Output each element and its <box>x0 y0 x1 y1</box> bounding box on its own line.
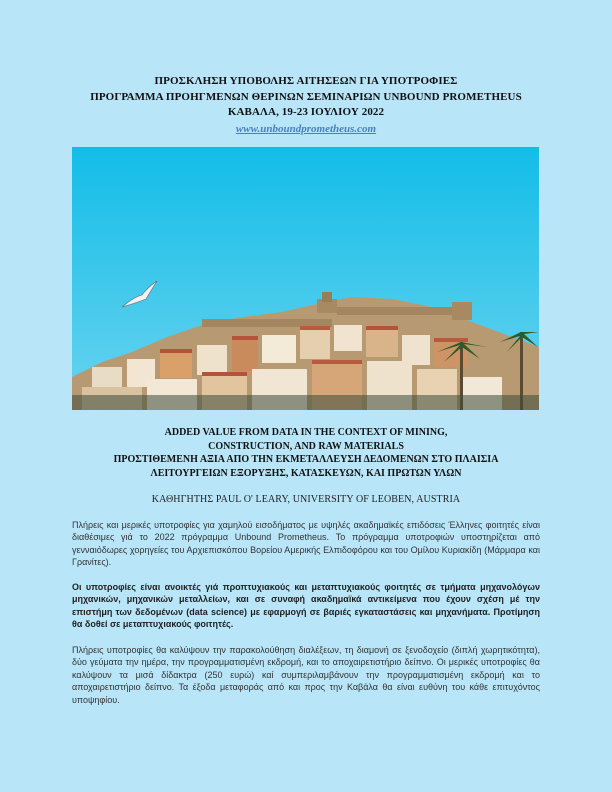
course-title-gr-1: ΠΡΟΣΤΙΘΕΜΕΝΗ ΑΞΙΑ ΑΠΟ ΤΗΝ ΕΚΜΕΤΑΛΛΕΥΣΗ ΔΕΔΟΜΕΝΩΝ ΣΤΟ ΠΛΑΙΣΙΑ <box>113 454 499 465</box>
header-location-date: ΚΑΒΑΛΑ, 19-23 ΙΟΥΛΙΟΥ 2022 <box>227 106 385 118</box>
kavala-photo <box>72 147 539 410</box>
course-title-gr-2: ΛΕΙΤΟΥΡΓΕΙΩΝ ΕΞΟΡΥΞΗΣ, ΚΑΤΑΣΚΕΥΩΝ, ΚΑΙ ΠΡΩΤΩΝ ΥΛΩΝ <box>150 467 462 479</box>
eligibility-paragraph: Οι υποτροφίες είναι ανοικτές γιά προπτυχιακούς και μεταπτυχιακούς φοιτητές σε τμήματα μηχανολόγων μηχανικών, μηχανικών μεταλλείων, και σε συναφή ακαδημαϊκά αντικείμενα που έχουν σχέση μέ την επιστήμη των δεδομένων (data science) με εφαρμογή σε βαριές εγκαταστάσεις και μηχανήματα. Προτίμηση θα δοθεί σε μεταπτυχιακούς φοιτητές. <box>72 582 540 630</box>
course-title-en-2: CONSTRUCTION, AND RAW MATERIALS <box>208 440 404 452</box>
professor-line: ΚΑΘΗΓΗΤΗΣ PAUL O' LEARY, UNIVERSITY OF LEOBEN, AUSTRIA <box>151 494 461 505</box>
header-program: ΠΡΟΓΡΑΜΜΑ ΠΡΟΗΓΜΕΝΩΝ ΘΕΡΙΝΩΝ ΣΕΜΙΝΑΡΙΩΝ UNBOUND PROMETHEUS <box>90 90 522 103</box>
header-title: ΠΡΟΣΚΛΗΣΗ ΥΠΟΒΟΛΗΣ ΑΙΤΗΣΕΩΝ ΓΙΑ ΥΠΟΤΡΟΦΙΕΣ <box>154 75 458 87</box>
scholarship-intro-paragraph: Πλήρεις και μερικές υποτροφίες για χαμηλού εισοδήματος με υψηλές ακαδημαϊκές επιδόσεις Έλληνες φοιτητές είναι διαθέσιμες γιά το 2022 πρόγραμμα Unbound Prometheus. Το πρόγραμμα υποτροφιών υποστηρίζεται από γενναιόδωρες χορηγείες του Αρχιεπισκόπου Βορείου Αμερικής Ελπιδοφόρου και του Ομίλου Κυριακίδη (Μάρμαρα και Γρανίτες). <box>72 520 540 568</box>
course-title <box>0 426 612 480</box>
course-title-en-1: ADDED VALUE FROM DATA IN THE CONTEXT OF MINING, <box>164 427 448 438</box>
header <box>0 74 612 137</box>
website-link[interactable]: www.unboundprometheus.com <box>235 122 377 135</box>
coverage-paragraph: Πλήρεις υποτροφίες θα καλύψουν την παρακολούθηση διαλέξεων, τη διαμονή σε ξενοδοχείο (διπλή χωρητικότητα), δύο γεύματα την ημέρα, την προγραμματισμένη εκδρομή, και το αποχαιρετιστήριο δείπνο. Οι μερικές υποτροφίες θα καλύψουν τα μισά δίδακτρα (250 ευρώ) καί συμπεριλαμβάνουν την προγραμματισμένη εκδρομή και το αποχαιρετιστήριο δείπνο. Τα έξοδα μεταφοράς από και προς την Καβάλα θα είναι ευθύνη του κάθε επιτυχόντος υποψηφίου. <box>72 645 540 705</box>
